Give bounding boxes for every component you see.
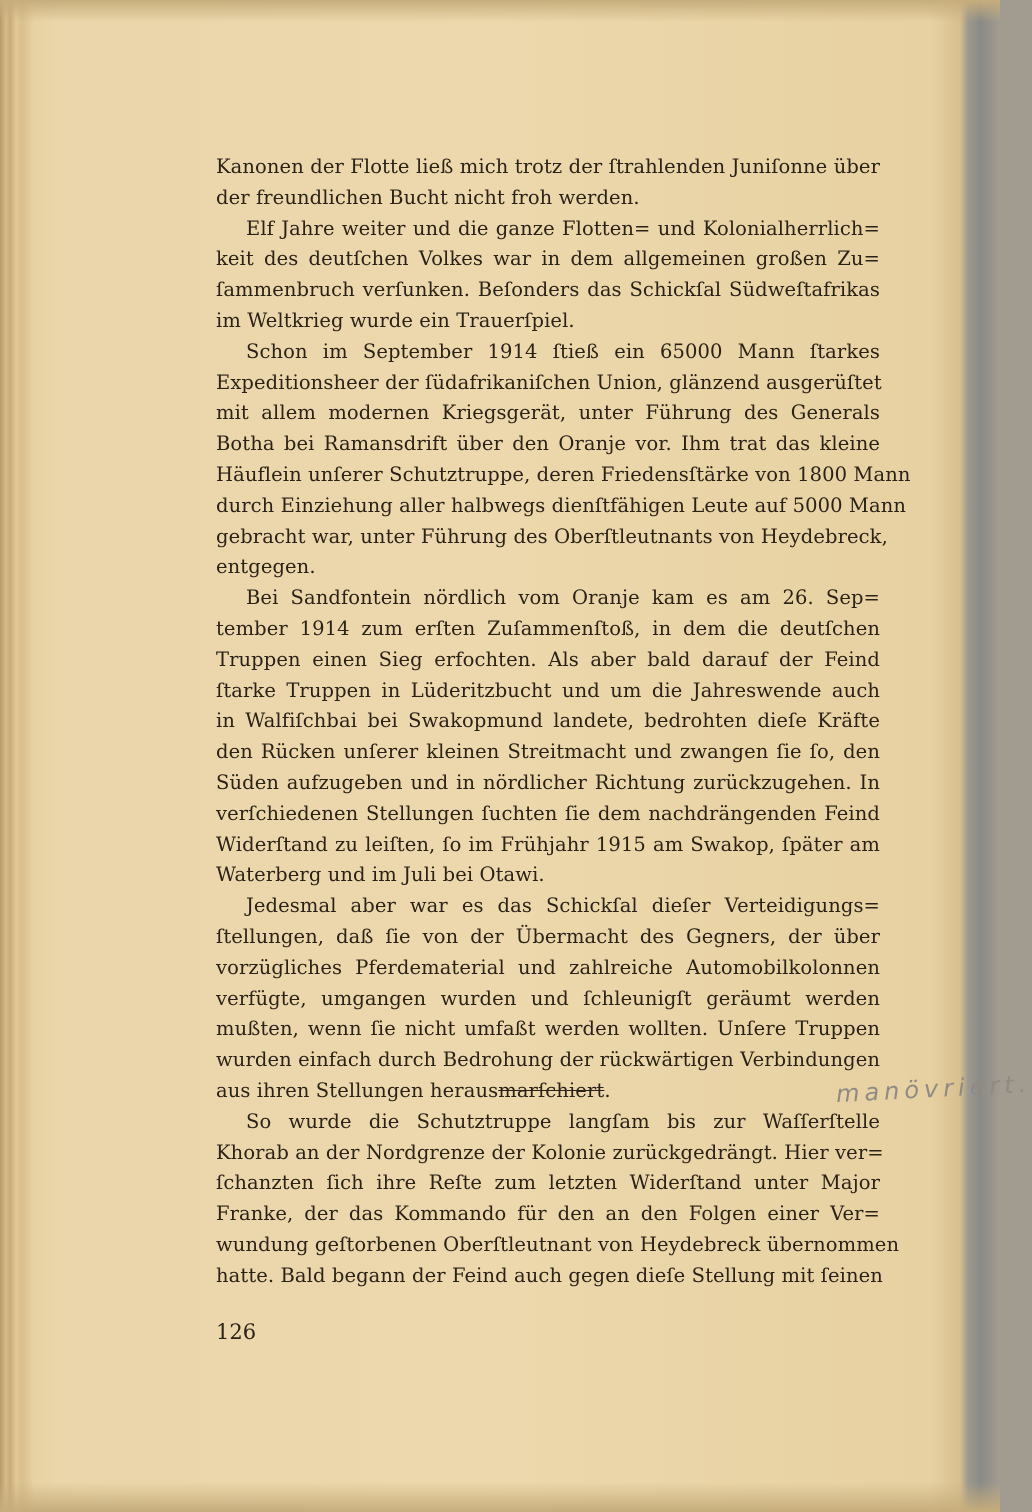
text-line: tember 1914 zum erſten Zuſammenſtoß, in dem die deutſchen	[216, 616, 880, 640]
text-line: Khorab an der Nordgrenze der Kolonie zurückgedrängt. Hier ver=	[216, 1140, 884, 1164]
line-text: aus ihren Stellungen heraus	[216, 1078, 499, 1102]
text-line: verſchiedenen Stellungen ſuchten ſie dem nachdrängenden Feind	[216, 801, 880, 825]
text-line: der freundlichen Bucht nicht froh werden.	[216, 185, 640, 209]
text-line: entgegen.	[216, 555, 316, 579]
text-line: durch Einziehung aller halbwegs dienſtfähigen Leute auf 5000 Mann	[216, 493, 907, 517]
handwritten-correction: manövriert.	[835, 1069, 1032, 1109]
text-line: Kanonen der Flotte ließ mich trotz der ſtrahlenden Juniſonne über	[216, 155, 880, 178]
text-line: verfügte, umgangen wurden und ſchleunigſt geräumt werden	[216, 986, 880, 1010]
text-line: wundung geſtorbenen Oberſtleutnant von Heydebreck übernommen	[216, 1232, 900, 1256]
text-line: den Rücken unſerer kleinen Streitmacht und zwangen ſie ſo, den	[216, 740, 880, 764]
text-line: ſchanzten ſich ihre Reſte zum letzten Widerſtand unter Major	[216, 1171, 880, 1195]
text-line: wurden einfach durch Bedrohung der rückwärtigen Verbindungen	[216, 1048, 880, 1072]
text-line: hatte. Bald begann der Feind auch gegen dieſe Stellung mit ſeinen	[216, 1263, 883, 1287]
text-line: So wurde die Schutztruppe langſam bis zur Waſſerſtelle	[246, 1109, 880, 1133]
text-line: in Walfiſchbai bei Swakopmund landete, bedrohten dieſe Kräfte	[216, 709, 880, 733]
body-text	[216, 152, 1032, 1291]
text-line: vorzügliches Pferdematerial und zahlreiche Automobilkolonnen	[216, 955, 880, 979]
text-line: Elf Jahre weiter und die ganze Flotten= und Kolonialherrlich=	[246, 216, 880, 240]
text-line: Jedesmal aber war es das Schickſal dieſer Verteidigungs=	[246, 894, 880, 918]
text-line: Botha bei Ramansdrift über den Oranje vor. Ihm trat das kleine	[216, 432, 880, 456]
text-line: Waterberg und im Juli bei Otawi.	[216, 863, 545, 887]
text-line: Bei Sandfontein nördlich vom Oranje kam es am 26. Sep=	[246, 586, 880, 610]
struck-word: marſchiert	[498, 1078, 605, 1102]
text-line: Häuflein unſerer Schutztruppe, deren Friedensſtärke von 1800 Mann	[216, 462, 911, 486]
page-bottom-shadow	[0, 1482, 1000, 1512]
text-line: Truppen einen Sieg erfochten. Als aber bald darauf der Feind	[216, 647, 880, 671]
text-line: Schon im September 1914 ſtieß ein 65000 Mann ſtarkes	[246, 339, 880, 363]
text-line: ſtellungen, daß ſie von der Übermacht des Gegners, der über	[216, 924, 880, 948]
text-line: Süden aufzugeben und in nördlicher Richtung zurückzugehen. In	[216, 770, 880, 794]
text-line: im Weltkrieg wurde ein Trauerſpiel.	[216, 308, 575, 332]
text-line: gebracht war, unter Führung des Oberſtleutnants von Heydebreck,	[216, 524, 888, 548]
text-line: keit des deutſchen Volkes war in dem allgemeinen großen Zu=	[216, 247, 880, 271]
text-line: ſtarke Truppen in Lüderitzbucht und um die Jahreswende auch	[216, 678, 880, 702]
edited-text-line	[216, 1069, 1032, 1109]
text-line: mußten, wenn ſie nicht umfaßt werden wollten. Unſere Truppen	[216, 1017, 880, 1041]
page-top-shadow	[0, 0, 1000, 22]
text-line: ſammenbruch verſunken. Beſonders das Schickſal Südweſtafrikas	[216, 278, 880, 302]
page-number: 126	[216, 1320, 257, 1344]
text-line: Widerſtand zu leiſten, ſo im Frühjahr 1915 am Swakop, ſpäter am	[216, 832, 880, 856]
text-line: Franke, der das Kommando für den an den Folgen einer Ver=	[216, 1202, 880, 1226]
text-line: mit allem modernen Kriegsgerät, unter Führung des Generals	[216, 401, 880, 425]
text-line: Expeditionsheer der ſüdafrikaniſchen Union, glänzend ausgerüſtet	[216, 370, 882, 394]
punctuation: .	[604, 1078, 611, 1102]
